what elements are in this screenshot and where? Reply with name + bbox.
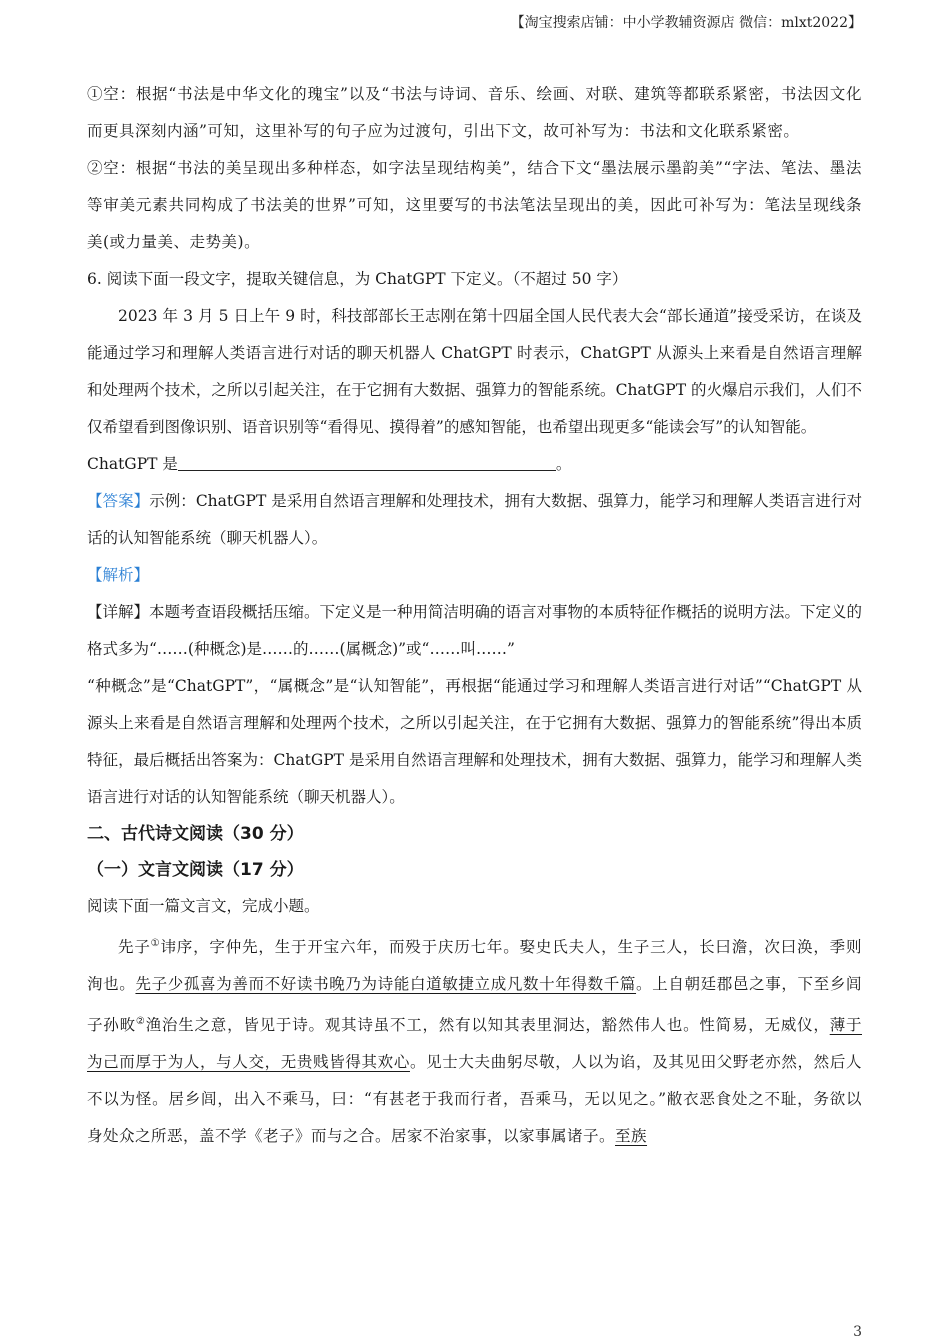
classical-segment: 。见士大夫曲躬尽敬，人以为谄，及其见田父野老亦然，然后人不以为怪。居乡闾，出入不乘马，曰：“有甚老于我而行者，吾乘马，无以见之。”敝衣恶食处之不耻，务欲以身处众之所恶，盖不学《老子》而与之合。居家不治家事，以家事属诸子。 — [87, 1053, 862, 1146]
footnote-marker-2: ② — [135, 1016, 146, 1028]
blank-prefix: ChatGPT 是 — [87, 455, 178, 473]
answer-line — [87, 483, 862, 557]
classical-segment: 讳序，字仲先，生于开宝六年，而殁于庆历七年。娶史氏夫人，生子三人，长曰澹，次曰涣，季则洵也。 — [87, 938, 862, 994]
classical-segment: 先子 — [118, 938, 151, 957]
blank-suffix: 。 — [555, 455, 572, 473]
subsection-heading: （一）文言文阅读（17 分） — [87, 860, 304, 880]
footnote-marker-1: ① — [150, 938, 161, 949]
detail-paragraph-2: “种概念”是“ChatGPT”，“属概念”是“认知智能”，再根据“能通过学习和理解人类语言进行对话”“ChatGPT 从源头上来看是自然语言理解和处理两个技术，之所以引起关注，在于它拥有大数据、强算力的智能系统”得出本质特征，最后概括出答案为：ChatGPT 是采用自然语言理解和处理技术，拥有大数据、强算力，能学习和理解人类语言进行对话的认知智能系统（聊天机器人）。 — [87, 677, 862, 806]
answer-explanation-1: ①空：根据“书法是中华文化的瑰宝”以及“书法与诗词、音乐、绘画、对联、建筑等都联系紧密，书法因文化而更具深刻内涵”可知，这里补写的句子应为过渡句，引出下文，故可补写为：书法和文化联系紧密。 — [87, 85, 862, 140]
question-6: 6. 阅读下面一段文字，提取关键信息，为 ChatGPT 下定义。（不超过 50 字） — [87, 270, 628, 288]
page-number: 3 — [853, 1324, 862, 1340]
detail-paragraph-1: 【详解】本题考查语段概括压缩。下定义是一种用简洁明确的语言对事物的本质特征作概括的说明方法。下定义的格式多为“……(种概念)是……的……(属概念)”或“……叫……” — [87, 603, 863, 658]
classical-segment: 渔治生之意，皆见于诗。观其诗虽不工，然有以知其表里洞达，豁然伟人也。性简易，无威仪， — [145, 1016, 830, 1035]
classical-text — [87, 925, 862, 1155]
section-heading: 二、古代诗文阅读（30 分） — [87, 824, 304, 844]
answer-blank — [178, 452, 556, 471]
answer-explanation-2: ②空：根据“书法的美呈现出多种样态，如字法呈现结构美”，结合下文“墨法展示墨韵美”“字法、笔法、墨法等审美元素共同构成了书法美的世界”可知，这里要写的书法笔法呈现出的美，因此可补写为：笔法呈现线条美(或力量美、走势美)。 — [87, 159, 862, 251]
document-body — [87, 76, 862, 1155]
underlined-sentence-2: 薄于为己而厚于为人，与人交，无贵贱皆得其欢心 — [87, 1016, 862, 1072]
fill-blank-line — [87, 446, 862, 483]
analysis-label: 【解析】 — [87, 566, 150, 584]
answer-label: 【答案】 — [87, 492, 150, 510]
answer-text: 示例：ChatGPT 是采用自然语言理解和处理技术，拥有大数据、强算力，能学习和理解人类语言进行对话的认知智能系统（聊天机器人）。 — [87, 492, 862, 547]
underlined-sentence-3: 至族 — [615, 1127, 648, 1146]
page-header: 【淘宝搜索店铺：中小学教辅资源店 微信：mlxt2022】 — [510, 15, 862, 31]
question-passage: 2023 年 3 月 5 日上午 9 时，科技部部长王志刚在第十四届全国人民代表大会“部长通道”接受采访，在谈及能通过学习和理解人类语言进行对话的聊天机器人 ChatGPT 时表示，ChatGPT 从源头上来看是自然语言理解和处理两个技术，之所以引起关注，在于它拥有大数据、强算力的智能系统。ChatGPT 的火爆启示我们，人们不仅希望看到图像识别、语音识别等“看得见、摸得着”的感知智能，也希望出现更多“能读会写”的认知智能。 — [87, 307, 862, 436]
reading-instruction: 阅读下面一篇文言文，完成小题。 — [87, 897, 320, 915]
underlined-sentence-1: 先子少孤喜为善而不好读书晚乃为诗能白道敏捷立成凡数十年得数千篇 — [135, 975, 637, 994]
classical-segment: 。上自朝廷郡邑之事，下至乡闾子孙畋 — [87, 975, 862, 1035]
